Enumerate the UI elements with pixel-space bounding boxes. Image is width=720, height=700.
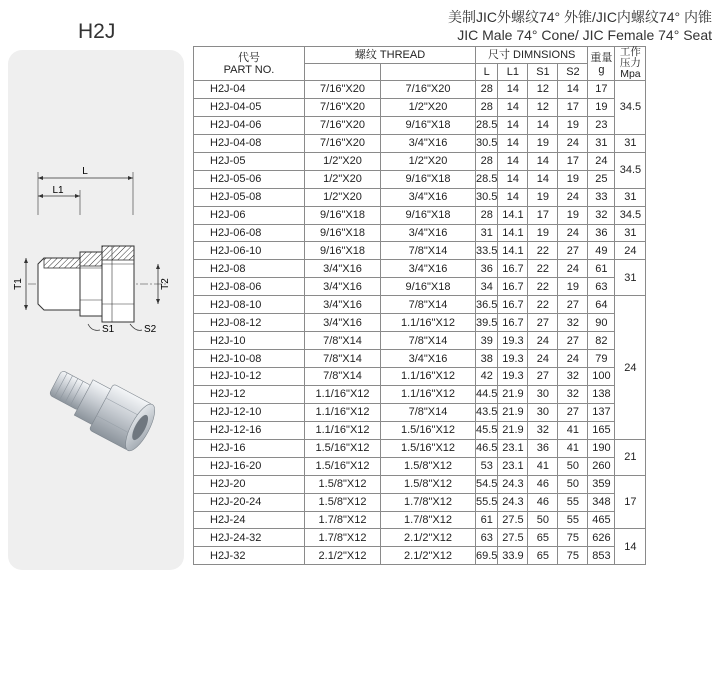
L1-cell: 19.3: [498, 332, 528, 350]
thread-2-cell: 7/8"X14: [381, 296, 476, 314]
L1-cell: 14: [498, 188, 528, 206]
thread-1-cell: 1.5/16"X12: [305, 457, 381, 475]
S2-cell: 32: [558, 385, 588, 403]
S1-cell: 22: [528, 242, 558, 260]
dim-L1-label: L1: [52, 185, 64, 196]
thread-2-cell: 1.7/8"X12: [381, 493, 476, 511]
thread-2-cell: 1.1/16"X12: [381, 368, 476, 386]
header-L1: L1: [498, 64, 528, 81]
thread-2-cell: 1.5/8"X12: [381, 475, 476, 493]
table-row: [194, 81, 646, 99]
thread-2-cell: 9/16"X18: [381, 170, 476, 188]
thread-1-cell: 1.5/8"X12: [305, 493, 381, 511]
L-cell: 43.5: [476, 403, 498, 421]
S1-cell: 17: [528, 206, 558, 224]
part-no-cell: H2J-08-06: [194, 278, 305, 296]
L-cell: 30.5: [476, 134, 498, 152]
S2-cell: 19: [558, 170, 588, 188]
thread-1-cell: 3/4"X16: [305, 314, 381, 332]
table-row: [194, 368, 646, 386]
thread-2-cell: 3/4"X16: [381, 224, 476, 242]
L1-cell: 14: [498, 170, 528, 188]
table-row: [194, 134, 646, 152]
S2-cell: 17: [558, 98, 588, 116]
thread-1-cell: 1/2"X20: [305, 188, 381, 206]
table-row: [194, 278, 646, 296]
part-no-cell: H2J-24-32: [194, 529, 305, 547]
thread-1-cell: 1.1/16"X12: [305, 385, 381, 403]
weight-cell: 33: [588, 188, 615, 206]
L-cell: 54.5: [476, 475, 498, 493]
dim-L-label: L: [82, 166, 88, 177]
thread-2-cell: 7/8"X14: [381, 242, 476, 260]
thread-1-cell: 1/2"X20: [305, 170, 381, 188]
S2-cell: 32: [558, 368, 588, 386]
L-cell: 44.5: [476, 385, 498, 403]
S1-cell: 24: [528, 332, 558, 350]
thread-1-cell: 7/16"X20: [305, 98, 381, 116]
S2-cell: 41: [558, 439, 588, 457]
S2-cell: 24: [558, 350, 588, 368]
S2-cell: 41: [558, 421, 588, 439]
part-no-cell: H2J-05-08: [194, 188, 305, 206]
table-row: [194, 206, 646, 224]
table-row: [194, 475, 646, 493]
table-row: [194, 314, 646, 332]
thread-2-cell: 7/16"X20: [381, 81, 476, 99]
thread-2-cell: 1.5/16"X12: [381, 439, 476, 457]
part-no-cell: H2J-24: [194, 511, 305, 529]
S1-cell: 41: [528, 457, 558, 475]
L-cell: 39.5: [476, 314, 498, 332]
S1-cell: 46: [528, 493, 558, 511]
thread-1-cell: 1.7/8"X12: [305, 529, 381, 547]
L1-cell: 16.7: [498, 278, 528, 296]
part-no-cell: H2J-05-06: [194, 170, 305, 188]
thread-1-cell: 1.1/16"X12: [305, 421, 381, 439]
pressure-cell: 34.5: [615, 152, 646, 188]
S2-cell: 50: [558, 457, 588, 475]
table-row: [194, 350, 646, 368]
thread-2-cell: 3/4"X16: [381, 260, 476, 278]
L-cell: 34: [476, 278, 498, 296]
S1-cell: 65: [528, 529, 558, 547]
table-row: [194, 152, 646, 170]
weight-cell: 190: [588, 439, 615, 457]
L-cell: 63: [476, 529, 498, 547]
header-part-no-cn: 代号: [238, 51, 260, 64]
thread-2-cell: 3/4"X16: [381, 188, 476, 206]
weight-cell: 359: [588, 475, 615, 493]
thread-2-cell: 3/4"X16: [381, 350, 476, 368]
L-cell: 53: [476, 457, 498, 475]
thread-1-cell: 3/4"X16: [305, 260, 381, 278]
table-row: [194, 332, 646, 350]
table-row: [194, 385, 646, 403]
part-no-cell: H2J-20-24: [194, 493, 305, 511]
part-no-cell: H2J-20: [194, 475, 305, 493]
L1-cell: 14: [498, 134, 528, 152]
L-cell: 42: [476, 368, 498, 386]
part-no-cell: H2J-04-08: [194, 134, 305, 152]
thread-1-cell: 9/16"X18: [305, 206, 381, 224]
L1-cell: 19.3: [498, 350, 528, 368]
S2-cell: 24: [558, 224, 588, 242]
pressure-cell: 24: [615, 296, 646, 440]
L-cell: 36.5: [476, 296, 498, 314]
S1-cell: 22: [528, 278, 558, 296]
table-row: [194, 547, 646, 565]
L1-cell: 14: [498, 81, 528, 99]
L1-cell: 33.9: [498, 547, 528, 565]
weight-cell: 64: [588, 296, 615, 314]
thread-1-cell: 1.5/8"X12: [305, 475, 381, 493]
weight-cell: 32: [588, 206, 615, 224]
header-weight-unit: g: [598, 63, 605, 76]
thread-2-cell: 1.1/16"X12: [381, 385, 476, 403]
S1-cell: 46: [528, 475, 558, 493]
pressure-cell: 31: [615, 260, 646, 296]
pressure-cell: 31: [615, 224, 646, 242]
part-no-cell: H2J-16: [194, 439, 305, 457]
thread-1-cell: 2.1/2"X12: [305, 547, 381, 565]
part-no-cell: H2J-04-06: [194, 116, 305, 134]
table-row: [194, 170, 646, 188]
pressure-cell: 31: [615, 134, 646, 152]
table-row: [194, 260, 646, 278]
header-thread: 螺纹 THREAD: [305, 47, 476, 64]
L-cell: 31: [476, 224, 498, 242]
part-no-cell: H2J-08-10: [194, 296, 305, 314]
pressure-cell: 34.5: [615, 81, 646, 135]
product-code: H2J: [78, 20, 116, 43]
S1-cell: 19: [528, 224, 558, 242]
weight-cell: 63: [588, 278, 615, 296]
table-row: [194, 224, 646, 242]
S2-cell: 24: [558, 188, 588, 206]
weight-cell: 348: [588, 493, 615, 511]
L1-cell: 14.1: [498, 242, 528, 260]
weight-cell: 100: [588, 368, 615, 386]
table-row: [194, 98, 646, 116]
L1-cell: 27.5: [498, 529, 528, 547]
L1-cell: 21.9: [498, 385, 528, 403]
S1-cell: 19: [528, 188, 558, 206]
S1-cell: 19: [528, 134, 558, 152]
table-row: [194, 403, 646, 421]
header-part-no: [194, 47, 305, 81]
header-part-no-en: PART NO.: [223, 63, 275, 76]
weight-cell: 165: [588, 421, 615, 439]
L1-cell: 14: [498, 152, 528, 170]
product-title: [448, 8, 712, 44]
S2-cell: 19: [558, 278, 588, 296]
title-line-cn: 美制JIC外螺纹74° 外锥/JIC内螺纹74° 内锥: [447, 9, 712, 25]
part-no-cell: H2J-10-12: [194, 368, 305, 386]
table-row: [194, 421, 646, 439]
weight-cell: 260: [588, 457, 615, 475]
part-no-cell: H2J-04: [194, 81, 305, 99]
S2-cell: 27: [558, 403, 588, 421]
L-cell: 46.5: [476, 439, 498, 457]
L-cell: 69.5: [476, 547, 498, 565]
S1-cell: 50: [528, 511, 558, 529]
spec-table: [193, 46, 646, 565]
weight-cell: 36: [588, 224, 615, 242]
pressure-cell: 31: [615, 188, 646, 206]
thread-1-cell: 7/16"X20: [305, 81, 381, 99]
part-no-cell: H2J-10-08: [194, 350, 305, 368]
weight-cell: 626: [588, 529, 615, 547]
thread-2-cell: 1/2"X20: [381, 98, 476, 116]
table-row: [194, 439, 646, 457]
technical-drawing: [8, 160, 184, 350]
S2-cell: 27: [558, 332, 588, 350]
header-S2: S2: [558, 64, 588, 81]
weight-cell: 49: [588, 242, 615, 260]
L1-cell: 23.1: [498, 457, 528, 475]
thread-1-cell: 1.1/16"X12: [305, 403, 381, 421]
weight-cell: 19: [588, 98, 615, 116]
weight-cell: 137: [588, 403, 615, 421]
thread-1-cell: 3/4"X16: [305, 296, 381, 314]
S1-cell: 12: [528, 81, 558, 99]
header-pressure: [615, 47, 646, 81]
weight-cell: 23: [588, 116, 615, 134]
S2-cell: 27: [558, 296, 588, 314]
weight-cell: 79: [588, 350, 615, 368]
header-L: L: [476, 64, 498, 81]
illustration-panel: [8, 50, 184, 570]
S2-cell: 55: [558, 493, 588, 511]
thread-1-cell: 1/2"X20: [305, 152, 381, 170]
table-row: [194, 242, 646, 260]
header-thread-2: [381, 64, 476, 81]
S1-cell: 22: [528, 260, 558, 278]
thread-2-cell: 2.1/2"X12: [381, 547, 476, 565]
L1-cell: 21.9: [498, 421, 528, 439]
pressure-cell: 21: [615, 439, 646, 475]
S1-cell: 14: [528, 170, 558, 188]
S1-cell: 30: [528, 403, 558, 421]
part-no-cell: H2J-12-16: [194, 421, 305, 439]
weight-cell: 138: [588, 385, 615, 403]
weight-cell: 17: [588, 81, 615, 99]
table-row: [194, 493, 646, 511]
thread-2-cell: 1.7/8"X12: [381, 511, 476, 529]
weight-cell: 82: [588, 332, 615, 350]
thread-2-cell: 2.1/2"X12: [381, 529, 476, 547]
L-cell: 38: [476, 350, 498, 368]
pressure-cell: 34.5: [615, 206, 646, 224]
weight-cell: 24: [588, 152, 615, 170]
L-cell: 39: [476, 332, 498, 350]
dim-S2-label: S2: [144, 324, 157, 335]
thread-2-cell: 1.5/16"X12: [381, 421, 476, 439]
table-row: [194, 296, 646, 314]
part-no-cell: H2J-16-20: [194, 457, 305, 475]
L1-cell: 16.7: [498, 296, 528, 314]
thread-1-cell: 7/16"X20: [305, 134, 381, 152]
L-cell: 55.5: [476, 493, 498, 511]
S1-cell: 22: [528, 296, 558, 314]
weight-cell: 465: [588, 511, 615, 529]
weight-cell: 25: [588, 170, 615, 188]
pressure-cell: 24: [615, 242, 646, 260]
L1-cell: 14.1: [498, 224, 528, 242]
L1-cell: 23.1: [498, 439, 528, 457]
L1-cell: 14.1: [498, 206, 528, 224]
dim-T1-label: T1: [13, 278, 24, 290]
title-line-en: JIC Male 74° Cone/ JIC Female 74° Seat: [457, 27, 712, 43]
L-cell: 28: [476, 98, 498, 116]
thread-1-cell: 7/8"X14: [305, 332, 381, 350]
S2-cell: 55: [558, 511, 588, 529]
L1-cell: 19.3: [498, 368, 528, 386]
part-no-cell: H2J-32: [194, 547, 305, 565]
S1-cell: 30: [528, 385, 558, 403]
thread-1-cell: 9/16"X18: [305, 242, 381, 260]
part-no-cell: H2J-08-12: [194, 314, 305, 332]
thread-1-cell: 7/8"X14: [305, 350, 381, 368]
header-weight-cn: 重量: [590, 51, 613, 64]
S1-cell: 14: [528, 152, 558, 170]
S1-cell: 24: [528, 350, 558, 368]
table-row: [194, 511, 646, 529]
table-row: [194, 457, 646, 475]
thread-2-cell: 1.1/16"X12: [381, 314, 476, 332]
S2-cell: 75: [558, 529, 588, 547]
dim-T2-label: T2: [160, 278, 171, 290]
thread-1-cell: 7/16"X20: [305, 116, 381, 134]
L-cell: 33.5: [476, 242, 498, 260]
S2-cell: 24: [558, 260, 588, 278]
S2-cell: 75: [558, 547, 588, 565]
part-no-cell: H2J-08: [194, 260, 305, 278]
part-no-cell: H2J-06: [194, 206, 305, 224]
L-cell: 36: [476, 260, 498, 278]
L1-cell: 27.5: [498, 511, 528, 529]
thread-1-cell: 7/8"X14: [305, 368, 381, 386]
L-cell: 28: [476, 81, 498, 99]
header-S1: S1: [528, 64, 558, 81]
part-no-cell: H2J-10: [194, 332, 305, 350]
thread-2-cell: 7/8"X14: [381, 332, 476, 350]
table-row: [194, 529, 646, 547]
dim-S1-label: S1: [102, 324, 115, 335]
S2-cell: 24: [558, 134, 588, 152]
L-cell: 28: [476, 206, 498, 224]
S1-cell: 65: [528, 547, 558, 565]
L1-cell: 16.7: [498, 260, 528, 278]
header-weight: [588, 47, 615, 81]
S2-cell: 27: [558, 242, 588, 260]
thread-2-cell: 9/16"X18: [381, 278, 476, 296]
thread-1-cell: 9/16"X18: [305, 224, 381, 242]
table-row: [194, 116, 646, 134]
S2-cell: 32: [558, 314, 588, 332]
part-no-cell: H2J-04-05: [194, 98, 305, 116]
part-no-cell: H2J-06-10: [194, 242, 305, 260]
weight-cell: 31: [588, 134, 615, 152]
S1-cell: 27: [528, 368, 558, 386]
thread-2-cell: 7/8"X14: [381, 403, 476, 421]
weight-cell: 61: [588, 260, 615, 278]
thread-2-cell: 1.5/8"X12: [381, 457, 476, 475]
S1-cell: 36: [528, 439, 558, 457]
thread-2-cell: 9/16"X18: [381, 206, 476, 224]
L-cell: 30.5: [476, 188, 498, 206]
L1-cell: 14: [498, 98, 528, 116]
thread-2-cell: 1/2"X20: [381, 152, 476, 170]
spec-table-body: [194, 81, 646, 565]
S2-cell: 19: [558, 206, 588, 224]
L-cell: 28.5: [476, 116, 498, 134]
header-dimensions: 尺寸 DIMNSIONS: [476, 47, 588, 64]
part-no-cell: H2J-05: [194, 152, 305, 170]
L1-cell: 21.9: [498, 403, 528, 421]
fitting-photo: [38, 350, 168, 470]
L-cell: 45.5: [476, 421, 498, 439]
S2-cell: 50: [558, 475, 588, 493]
weight-cell: 853: [588, 547, 615, 565]
L-cell: 28: [476, 152, 498, 170]
S1-cell: 14: [528, 116, 558, 134]
part-no-cell: H2J-12: [194, 385, 305, 403]
L-cell: 61: [476, 511, 498, 529]
thread-1-cell: 3/4"X16: [305, 278, 381, 296]
thread-1-cell: 1.5/16"X12: [305, 439, 381, 457]
weight-cell: 90: [588, 314, 615, 332]
table-row: [194, 188, 646, 206]
pressure-cell: 17: [615, 475, 646, 529]
L1-cell: 14: [498, 116, 528, 134]
thread-1-cell: 1.7/8"X12: [305, 511, 381, 529]
header-pressure-label: 工作 压力 Mpa: [619, 46, 641, 80]
L1-cell: 24.3: [498, 493, 528, 511]
S1-cell: 27: [528, 314, 558, 332]
S2-cell: 19: [558, 116, 588, 134]
thread-2-cell: 3/4"X16: [381, 134, 476, 152]
S2-cell: 17: [558, 152, 588, 170]
S2-cell: 14: [558, 81, 588, 99]
L-cell: 28.5: [476, 170, 498, 188]
part-no-cell: H2J-12-10: [194, 403, 305, 421]
header-thread-1: [305, 64, 381, 81]
L1-cell: 16.7: [498, 314, 528, 332]
part-no-cell: H2J-06-08: [194, 224, 305, 242]
S1-cell: 32: [528, 421, 558, 439]
L1-cell: 24.3: [498, 475, 528, 493]
thread-2-cell: 9/16"X18: [381, 116, 476, 134]
pressure-cell: 14: [615, 529, 646, 565]
S1-cell: 12: [528, 98, 558, 116]
